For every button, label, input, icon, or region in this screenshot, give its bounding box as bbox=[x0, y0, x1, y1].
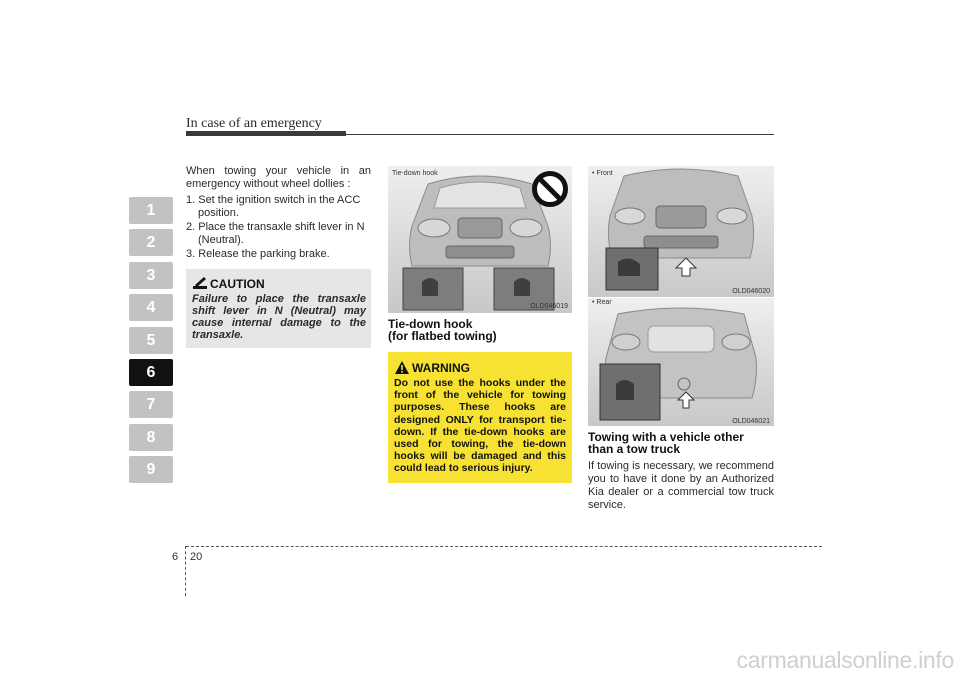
footer-vertical-rule bbox=[185, 546, 186, 596]
caution-box bbox=[186, 269, 371, 348]
image-label-tie-down: Tie-down hook bbox=[392, 170, 438, 177]
caution-title: CAUTION bbox=[210, 277, 265, 291]
tie-down-heading bbox=[388, 318, 572, 342]
header-bar bbox=[186, 131, 346, 136]
chapter-tab-8[interactable]: 8 bbox=[129, 424, 173, 451]
image-label-front: • Front bbox=[592, 170, 613, 177]
watermark: carmanualsonline.info bbox=[736, 647, 954, 673]
front-tow-hook-illustration bbox=[588, 166, 774, 297]
image-code: OLD046019 bbox=[530, 303, 568, 310]
warning-title: WARNING bbox=[412, 361, 470, 375]
chapter-tab-1[interactable]: 1 bbox=[129, 197, 173, 224]
header-rule bbox=[346, 134, 774, 135]
chapter-tab-5[interactable]: 5 bbox=[129, 327, 173, 354]
caution-text: Failure to place the transaxle shift lever in N (Neutral) may cause internal damage to the transaxle. bbox=[192, 293, 366, 341]
chapter-tab-9[interactable]: 9 bbox=[129, 456, 173, 483]
tie-down-hook-illustration bbox=[388, 166, 572, 313]
rear-image-code: OLD046021 bbox=[732, 418, 770, 425]
image-label-rear: • Rear bbox=[592, 299, 612, 306]
step-2: 2. Place the transaxle shift lever in N (Neutral). bbox=[186, 221, 365, 246]
footer-rule bbox=[186, 546, 822, 547]
car-rear-hook-drawing bbox=[588, 298, 774, 426]
towing-heading-line1: Towing with a vehicle other bbox=[588, 430, 744, 444]
tie-down-heading-line1: Tie-down hook bbox=[388, 317, 473, 331]
chapter-tab-4[interactable]: 4 bbox=[129, 294, 173, 321]
chapter-tab-3[interactable]: 3 bbox=[129, 262, 173, 289]
towing-heading-line2: than a tow truck bbox=[588, 442, 681, 456]
warning-box bbox=[388, 352, 572, 483]
step-1: 1. Set the ignition switch in the ACC position. bbox=[186, 194, 361, 219]
towing-heading bbox=[588, 431, 774, 455]
chapter-tab-2[interactable]: 2 bbox=[129, 229, 173, 256]
car-front-hook-drawing bbox=[588, 166, 774, 297]
prohibited-icon bbox=[531, 170, 569, 208]
chapter-tab-7[interactable]: 7 bbox=[129, 391, 173, 418]
warning-triangle-icon bbox=[395, 361, 409, 374]
chapter-tab-6-active[interactable]: 6 bbox=[129, 359, 173, 386]
tie-down-heading-line2: (for flatbed towing) bbox=[388, 329, 497, 343]
intro-paragraph: When towing your vehicle in an emergency without wheel dollies : bbox=[186, 165, 371, 190]
warning-text: Do not use the hooks under the front of the vehicle for towing purposes. These hooks are designed ONLY for transport tie-down. If the tie-down hooks are used for towing, the tie-down hooks will be damaged and this could lead to serious injury. bbox=[394, 377, 566, 475]
front-image-code: OLD046020 bbox=[732, 288, 770, 295]
footer-chapter-number: 6 bbox=[172, 551, 179, 563]
step-3: 3. Release the parking brake. bbox=[186, 248, 330, 260]
towing-paragraph: If towing is necessary, we recommend you to have it done by an Authorized Kia dealer or a commercial tow truck service. bbox=[588, 460, 774, 511]
caution-pen-icon bbox=[193, 277, 207, 289]
footer-page-number: 20 bbox=[190, 551, 203, 563]
rear-tow-hook-illustration bbox=[588, 298, 774, 426]
section-title: In case of an emergency bbox=[186, 116, 322, 131]
